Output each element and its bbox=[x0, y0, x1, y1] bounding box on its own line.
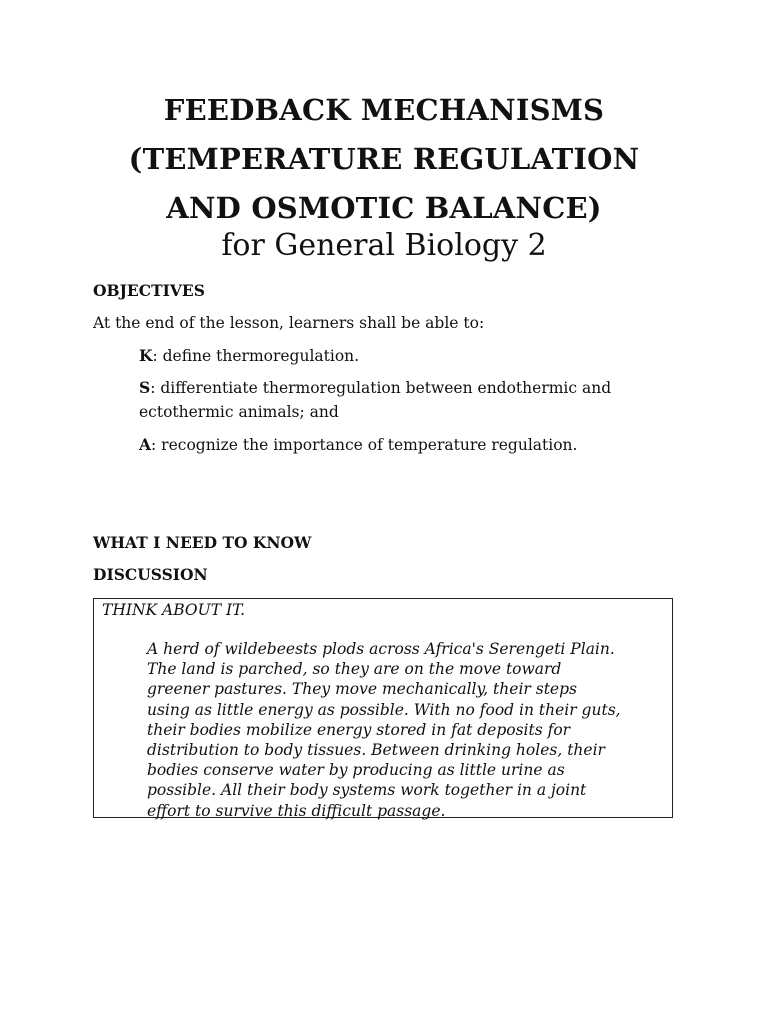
paragraph-line: using as little energy as possible. With no food in their guts, bbox=[147, 700, 621, 719]
title-line-3: AND OSMOTIC BALANCE) bbox=[166, 191, 602, 225]
objective-item-s bbox=[139, 376, 611, 400]
paragraph-line: bodies conserve water by producing as little urine as bbox=[147, 761, 565, 780]
objective-text: : define thermoregulation. bbox=[152, 347, 360, 365]
discussion-heading: DISCUSSION bbox=[93, 565, 208, 584]
paragraph-line: possible. All their body systems work together in a joint bbox=[147, 781, 587, 800]
paragraph-line: greener pastures. They move mechanically, their steps bbox=[147, 680, 577, 699]
objective-text: : differentiate thermoregulation between endothermic and bbox=[150, 379, 612, 397]
objective-item-k bbox=[139, 344, 359, 368]
objective-key: K bbox=[139, 346, 153, 365]
paragraph-line: effort to survive this difficult passage. bbox=[147, 801, 446, 820]
objective-item-a bbox=[139, 433, 577, 457]
paragraph-line: A herd of wildebeests plods across Africa's Serengeti Plain. bbox=[147, 640, 615, 658]
title-line-1: FEEDBACK MECHANISMS bbox=[163, 93, 605, 127]
paragraph-line: The land is parched, so they are on the move toward bbox=[147, 660, 562, 679]
objective-key: S bbox=[139, 378, 151, 397]
think-about-it-box bbox=[93, 598, 673, 818]
objectives-heading: OBJECTIVES bbox=[93, 281, 205, 300]
title-line-2: (TEMPERATURE REGULATION bbox=[128, 142, 640, 176]
paragraph-line: distribution to body tissues. Between drinking holes, their bbox=[147, 741, 605, 760]
document-subtitle: for General Biology 2 bbox=[221, 228, 547, 263]
paragraph-line: their bodies mobilize energy stored in fat deposits for bbox=[147, 720, 571, 739]
document-title bbox=[60, 86, 708, 233]
objective-item-s-continued: ectothermic animals; and bbox=[139, 403, 339, 421]
objectives-intro: At the end of the lesson, learners shall be able to: bbox=[93, 314, 485, 332]
think-box-paragraph bbox=[147, 639, 669, 821]
think-box-title: THINK ABOUT IT. bbox=[102, 601, 246, 619]
what-i-need-to-know-heading: WHAT I NEED TO KNOW bbox=[93, 533, 312, 552]
objective-text: : recognize the importance of temperature regulation. bbox=[151, 436, 578, 454]
objective-key: A bbox=[139, 435, 152, 454]
